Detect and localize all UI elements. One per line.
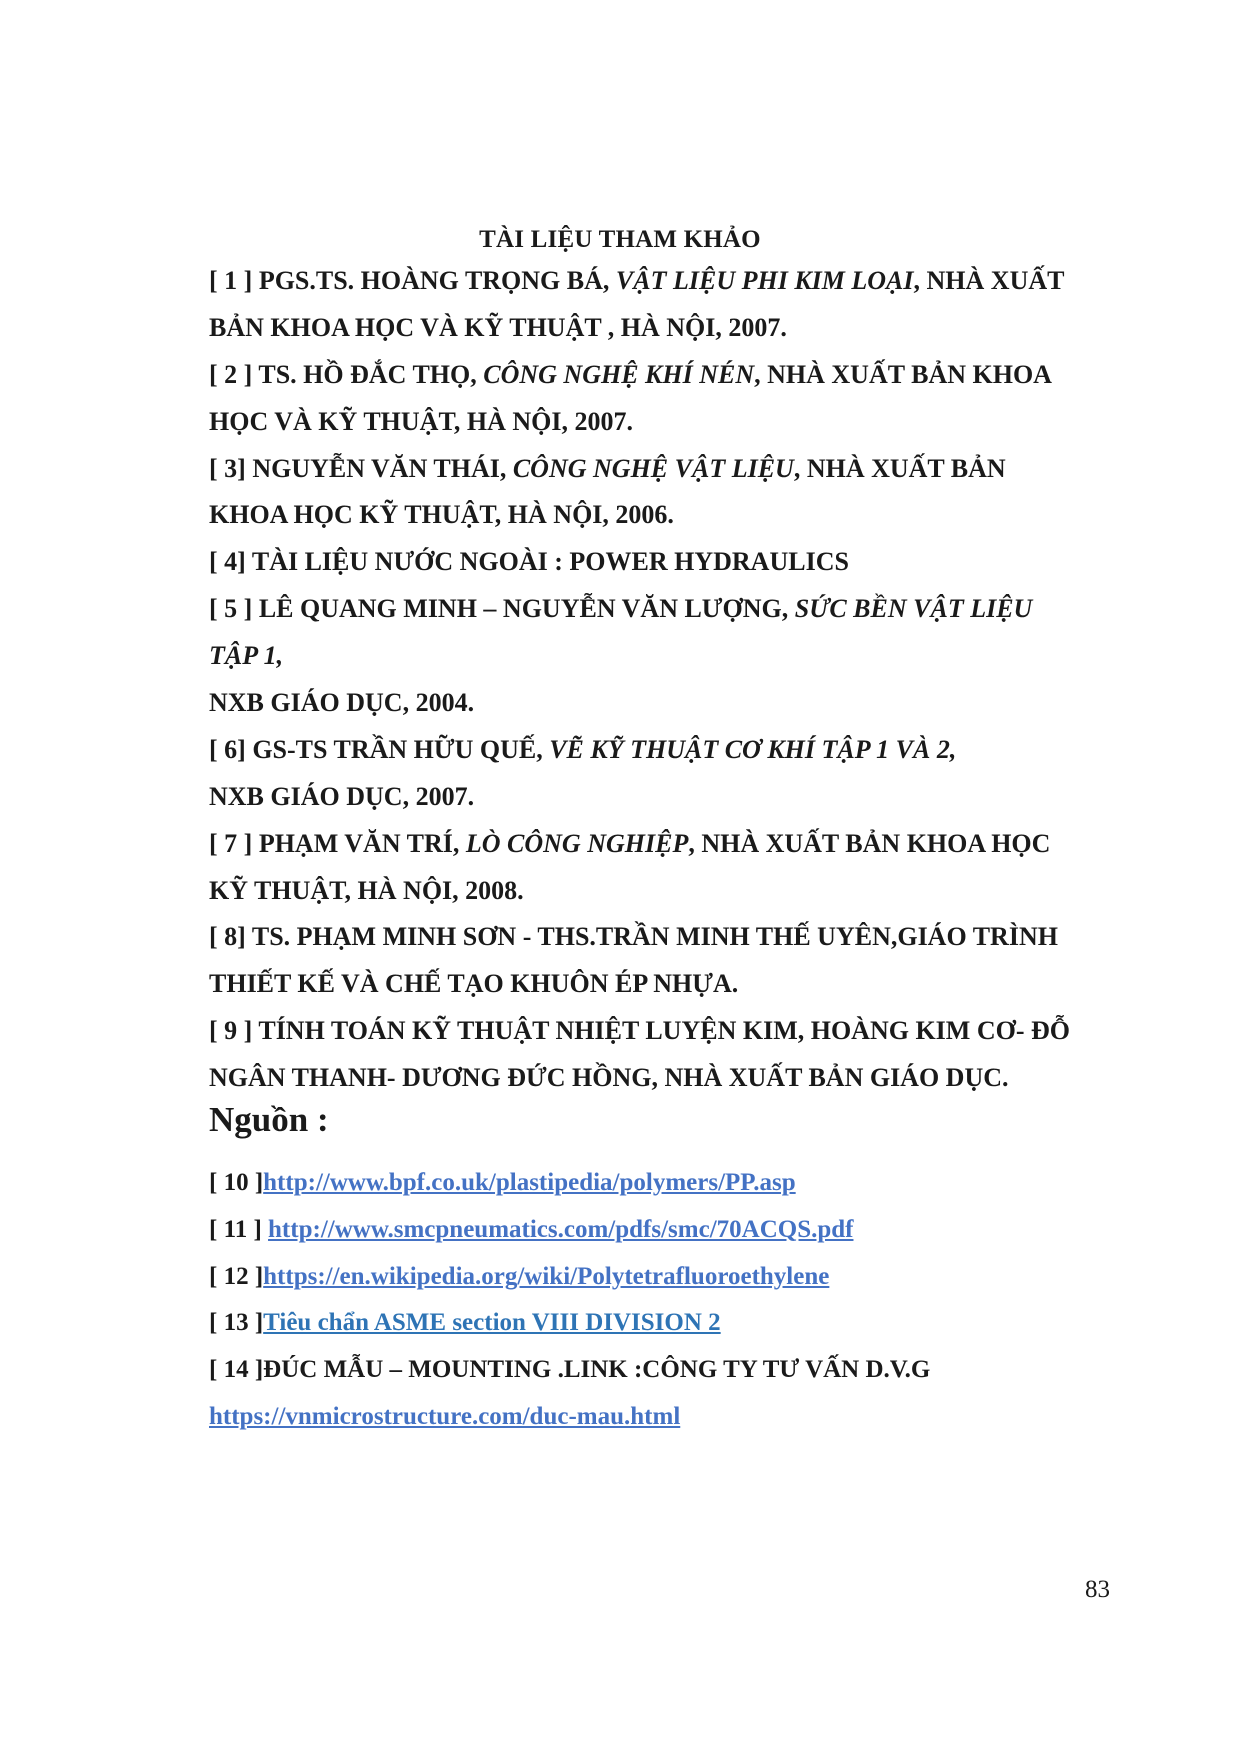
source-12-link[interactable]: https://en.wikipedia.org/wiki/Polytetrafluoroethylene [263, 1262, 830, 1290]
reference-3-line-2: KHOA HỌC KỸ THUẬT, HÀ NỘI, 2006. [209, 500, 674, 530]
reference-5-line-1: [ 5 ] LÊ QUANG MINH – NGUYỄN VĂN LƯỢNG, SỨC BỀN VẬT LIỆU [209, 594, 1033, 624]
source-14: [ 14 ]ĐÚC MẪU – MOUNTING .LINK :CÔNG TY TƯ VẤN D.V.G [209, 1356, 931, 1384]
page-title: TÀI LIỆU THAM KHẢO [479, 226, 761, 253]
source-14-url-line [209, 1394, 1139, 1441]
reference-8-line-1: [ 8] TS. PHẠM MINH SƠN - THS.TRẦN MINH THẾ UYÊN,GIÁO TRÌNH [209, 922, 1058, 952]
source-11: [ 11 ] http://www.smcpneumatics.com/pdfs/smc/70ACQS.pdf [209, 1215, 854, 1243]
reference-5-line-2: TẬP 1, [209, 641, 284, 671]
reference-9-line-2: NGÂN THANH- DƯƠNG ĐỨC HỒNG, NHÀ XUẤT BẢN GIÁO DỤC. [209, 1063, 1009, 1093]
page-number: 83 [1085, 1576, 1110, 1603]
reference-6-line-1: [ 6] GS-TS TRẦN HỮU QUẾ, VẼ KỸ THUẬT CƠ KHÍ TẬP 1 VÀ 2, [209, 734, 957, 764]
source-list [209, 1160, 1139, 1441]
reference-4-line-1: [ 4] TÀI LIỆU NƯỚC NGOÀI : POWER HYDRAULICS [209, 547, 849, 577]
reference-1-line-1: [ 1 ] PGS.TS. HOÀNG TRỌNG BÁ, VẬT LIỆU PHI KIM LOẠI, NHÀ XUẤT [209, 266, 1065, 295]
reference-2-line-1: [ 2 ] TS. HỒ ĐẮC THỌ, CÔNG NGHỆ KHÍ NÉN, NHÀ XUẤT BẢN KHOA [209, 359, 1052, 389]
source-14-link[interactable]: https://vnmicrostructure.com/duc-mau.html [209, 1402, 681, 1430]
reference-1-line-2: BẢN KHOA HỌC VÀ KỸ THUẬT , HÀ NỘI, 2007. [209, 312, 787, 342]
source-10: [ 10 ]http://www.bpf.co.uk/plastipedia/polymers/PP.asp [209, 1169, 796, 1196]
reference-7-line-2: KỸ THUẬT, HÀ NỘI, 2008. [209, 875, 524, 905]
reference-list [209, 258, 1139, 1102]
source-12: [ 12 ]https://en.wikipedia.org/wiki/Polytetrafluoroethylene [209, 1262, 830, 1290]
reference-5-line-3: NXB GIÁO DỤC, 2004. [209, 688, 475, 718]
source-10-link[interactable]: http://www.bpf.co.uk/plastipedia/polymers/PP.asp [263, 1169, 796, 1196]
source-11-link[interactable]: http://www.smcpneumatics.com/pdfs/smc/70ACQS.pdf [268, 1215, 854, 1243]
reference-7-line-1: [ 7 ] PHẠM VĂN TRÍ, LÒ CÔNG NGHIỆP, NHÀ XUẤT BẢN KHOA HỌC [209, 828, 1051, 858]
reference-3-line-1: [ 3] NGUYỄN VĂN THÁI, CÔNG NGHỆ VẬT LIỆU, NHÀ XUẤT BẢN [209, 453, 1006, 483]
reference-8-line-2: THIẾT KẾ VÀ CHẾ TẠO KHUÔN ÉP NHỰA. [209, 969, 739, 999]
reference-6-line-2: NXB GIÁO DỤC, 2007. [209, 781, 475, 811]
source-13: [ 13 ]Tiêu chẩn ASME section VIII DIVISION 2 [209, 1309, 721, 1337]
reference-9-line-1: [ 9 ] TÍNH TOÁN KỸ THUẬT NHIỆT LUYỆN KIM, HOÀNG KIM CƠ- ĐỖ [209, 1016, 1070, 1046]
sources-heading: Nguồn : [209, 1100, 329, 1139]
source-13-link[interactable]: Tiêu chẩn ASME section VIII DIVISION 2 [263, 1309, 721, 1337]
reference-2-line-2: HỌC VÀ KỸ THUẬT, HÀ NỘI, 2007. [209, 406, 633, 436]
